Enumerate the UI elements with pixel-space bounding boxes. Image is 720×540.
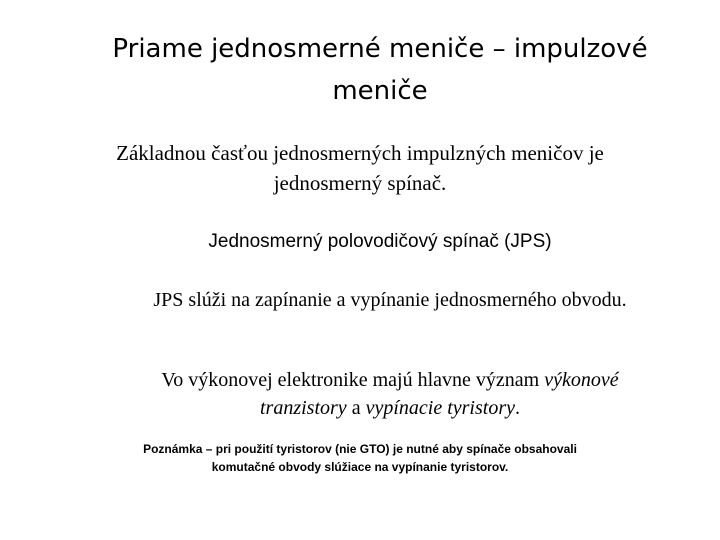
italic-vykonove: výkonové bbox=[544, 369, 619, 391]
power-electronics-line-2 bbox=[60, 394, 720, 422]
text-part-3: . bbox=[514, 397, 520, 419]
slide-title-line-1: Priame jednosmerné meniče – impulzové bbox=[112, 34, 648, 64]
text-part-2: a bbox=[346, 397, 366, 419]
intro-line-1: Základnou časťou jednosmerných impulzných meničov je bbox=[116, 141, 604, 165]
intro-paragraph bbox=[40, 138, 680, 198]
italic-vypinacie-tyristory: vypínacie tyristory bbox=[365, 397, 515, 419]
subheading: Jednosmerný polovodičový spínač (JPS) bbox=[208, 231, 552, 252]
power-electronics-line-1 bbox=[60, 366, 720, 394]
power-electronics-paragraph bbox=[60, 366, 720, 422]
intro-line-2: jednosmerný spínač. bbox=[273, 171, 447, 195]
text-part-1: Vo výkonovej elektronike majú hlavne význam bbox=[161, 369, 545, 391]
slide-title-line-2: meniče bbox=[332, 76, 428, 106]
note-line-1: Poznámka – pri použití tyristorov (nie GTO) je nutné aby spínače obsahovali bbox=[143, 442, 577, 456]
jps-sentence: JPS slúži na zapínanie a vypínanie jednosmerného obvodu. bbox=[153, 289, 627, 311]
slide-title bbox=[60, 28, 700, 112]
note-paragraph bbox=[80, 440, 640, 476]
italic-tranzistory: tranzistory bbox=[260, 397, 347, 419]
note-line-2: komutačné obvody slúžiace na vypínanie tyristorov. bbox=[211, 460, 509, 474]
